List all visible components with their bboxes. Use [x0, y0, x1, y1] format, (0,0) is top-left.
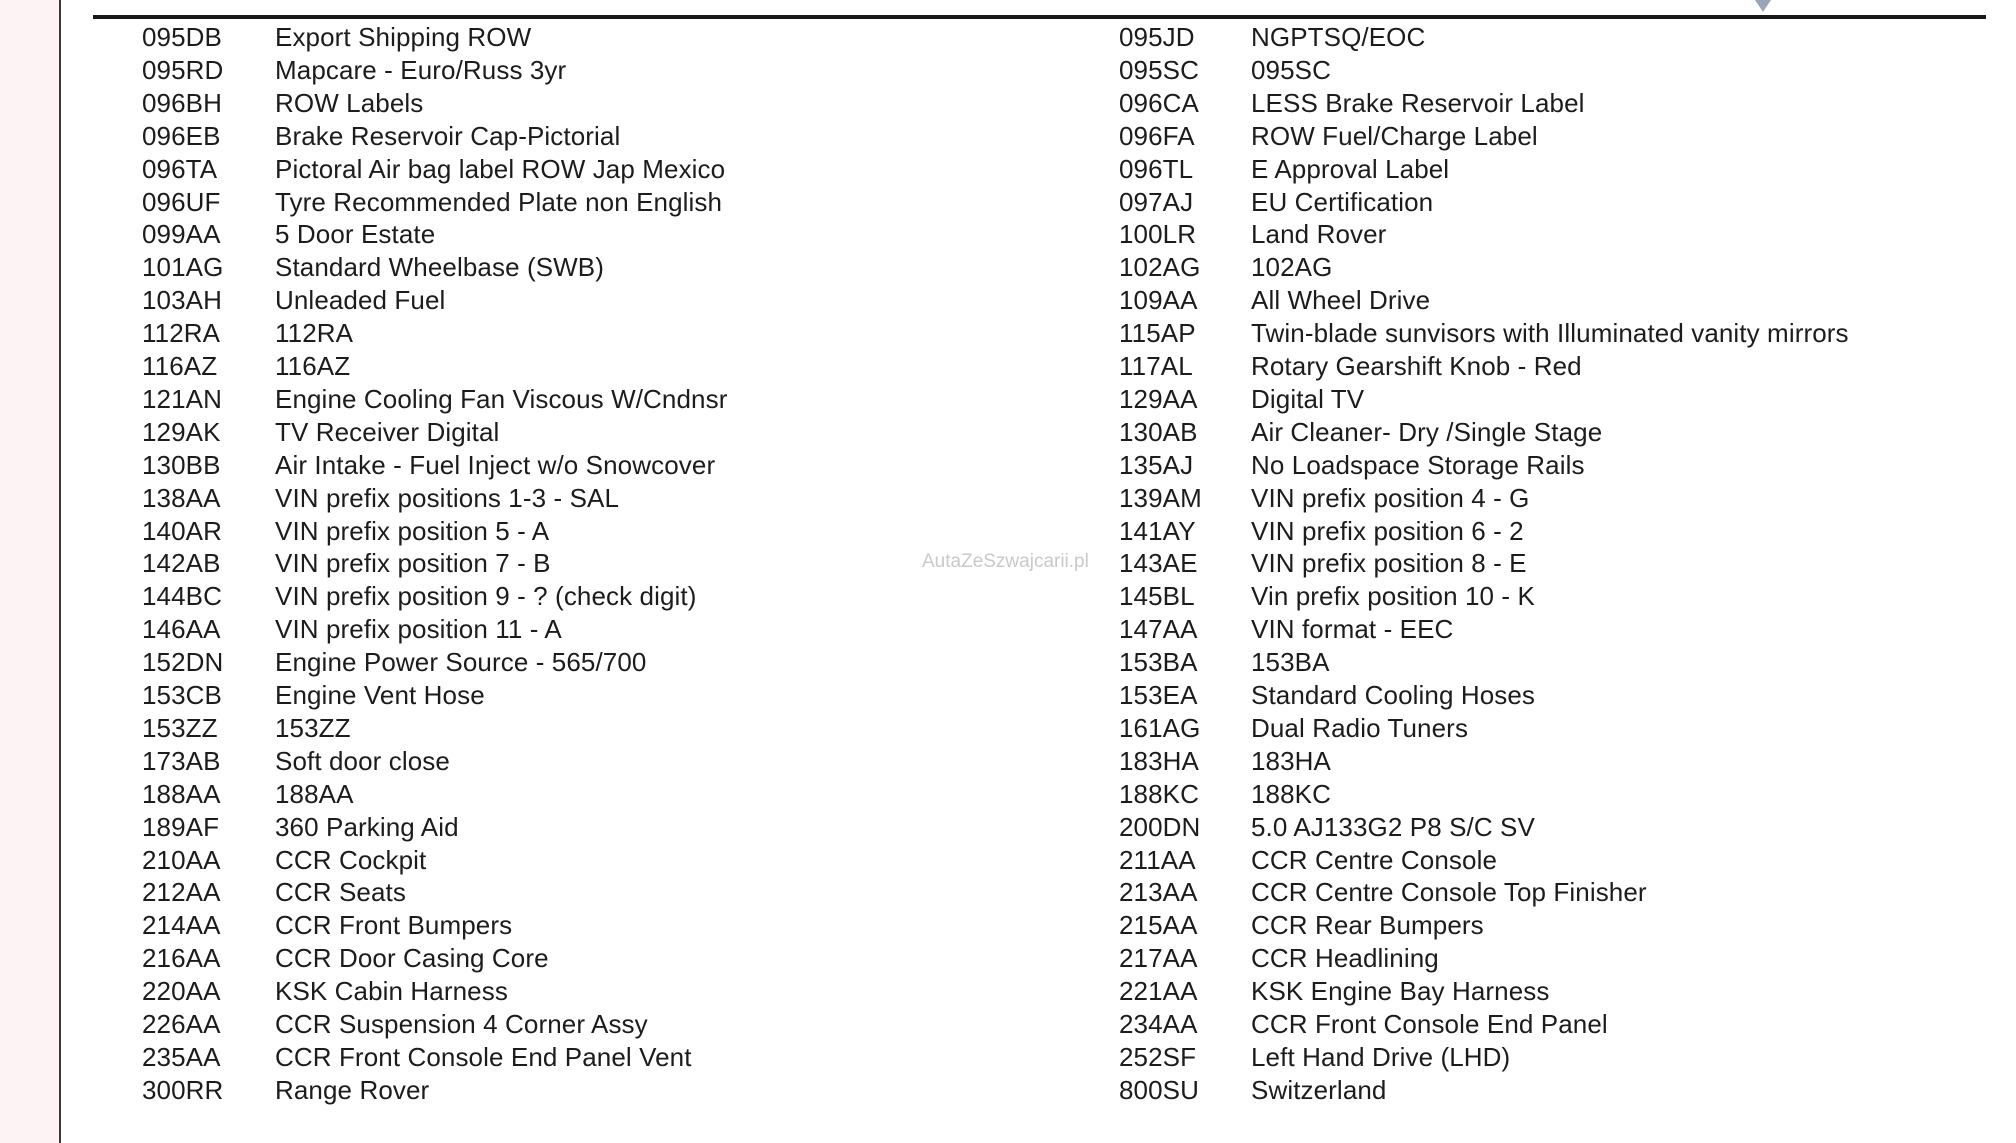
option-code: 213AA [1119, 877, 1198, 908]
option-code: 095JD [1119, 22, 1195, 52]
option-description: EU Certification [1251, 186, 1434, 217]
option-code: 096UF [142, 186, 221, 217]
option-code: 138AA [142, 482, 221, 513]
option-code: 189AF [142, 811, 220, 842]
option-description: Export Shipping ROW [275, 22, 532, 52]
option-description: Engine Cooling Fan Viscous W/Cndnsr [275, 383, 728, 414]
option-code: 188AA [142, 778, 221, 809]
option-code: 095RD [142, 54, 224, 85]
option-description: Vin prefix position 10 - K [1251, 581, 1535, 612]
option-description: VIN prefix positions 1-3 - SAL [275, 482, 620, 513]
option-description: CCR Centre Console Top Finisher [1251, 877, 1647, 908]
option-code: 153ZZ [142, 712, 218, 743]
option-code: 800SU [1119, 1074, 1199, 1105]
option-description: Digital TV [1251, 383, 1365, 414]
option-description: ROW Labels [275, 87, 424, 118]
option-description: All Wheel Drive [1251, 285, 1431, 316]
option-code: 215AA [1119, 910, 1198, 941]
option-code: 147AA [1119, 614, 1198, 645]
option-code: 115AP [1119, 318, 1196, 349]
option-description: 188KC [1251, 778, 1331, 809]
option-code: 220AA [142, 976, 221, 1007]
option-code: 153BA [1119, 647, 1198, 678]
option-code: 096TA [142, 153, 218, 184]
option-description: 153BA [1251, 647, 1330, 678]
option-description: Tyre Recommended Plate non English [275, 186, 723, 217]
option-code: 116AZ [142, 351, 218, 381]
option-description: CCR Suspension 4 Corner Assy [275, 1009, 648, 1039]
option-code: 161AG [1119, 712, 1201, 743]
option-description: VIN prefix position 7 - B [275, 548, 551, 579]
option-description: CCR Headlining [1251, 943, 1439, 974]
option-description: Mapcare - Euro/Russ 3yr [275, 54, 567, 85]
option-description: VIN prefix position 6 - 2 [1251, 515, 1524, 546]
option-code: 129AK [142, 416, 221, 447]
option-description: CCR Front Bumpers [275, 910, 513, 941]
option-description: 183HA [1251, 745, 1331, 776]
option-description: Unleaded Fuel [275, 285, 446, 316]
option-description: 360 Parking Aid [275, 811, 459, 842]
option-code: 143AE [1119, 548, 1198, 579]
option-code: 141AY [1119, 515, 1196, 546]
option-code: 096CA [1119, 87, 1199, 118]
top-divider-line [93, 15, 1986, 19]
option-description: Rotary Gearshift Knob - Red [1251, 351, 1582, 381]
option-code: 140AR [142, 515, 222, 546]
option-description: Range Rover [275, 1074, 430, 1105]
option-description: Pictoral Air bag label ROW Jap Mexico [275, 153, 726, 184]
option-description: No Loadspace Storage Rails [1251, 449, 1585, 480]
option-code: 109AA [1119, 285, 1198, 316]
option-description: ROW Fuel/Charge Label [1251, 120, 1538, 151]
option-description: TV Receiver Digital [275, 416, 500, 447]
option-code: 226AA [142, 1009, 221, 1039]
option-code: 095SC [1119, 54, 1199, 85]
option-code: 096EB [142, 120, 221, 151]
option-description: Standard Cooling Hoses [1251, 680, 1536, 710]
option-code: 214AA [142, 910, 221, 941]
option-description: CCR Seats [275, 877, 406, 908]
option-code: 112RA [142, 318, 221, 349]
option-code: 142AB [142, 548, 221, 579]
option-description: E Approval Label [1251, 153, 1450, 184]
option-description: Switzerland [1251, 1074, 1387, 1105]
option-code: 234AA [1119, 1009, 1198, 1039]
option-description: CCR Door Casing Core [275, 943, 549, 974]
option-code: 210AA [142, 844, 221, 875]
option-code: 129AA [1119, 383, 1198, 414]
option-code: 183HA [1119, 745, 1199, 776]
option-code: 153CB [142, 680, 222, 710]
option-description: 116AZ [275, 351, 351, 381]
option-code: 130AB [1119, 416, 1198, 447]
option-description: 5 Door Estate [275, 219, 436, 250]
option-description: CCR Centre Console [1251, 844, 1498, 875]
option-description: 102AG [1251, 252, 1333, 283]
option-code: 117AL [1119, 351, 1193, 381]
option-code: 139AM [1119, 482, 1202, 513]
option-code: 100LR [1119, 219, 1197, 250]
option-description: CCR Front Console End Panel [1251, 1009, 1608, 1039]
option-description: Twin-blade sunvisors with Illuminated vanity mirrors [1251, 318, 1849, 349]
option-description: Dual Radio Tuners [1251, 712, 1469, 743]
option-code: 095DB [142, 22, 222, 52]
option-description: 095SC [1251, 54, 1331, 85]
option-description: LESS Brake Reservoir Label [1251, 87, 1585, 118]
option-code: 216AA [142, 943, 221, 974]
option-code: 235AA [142, 1041, 221, 1072]
option-code: 221AA [1119, 976, 1198, 1007]
option-code: 130BB [142, 449, 221, 480]
option-code: 173AB [142, 745, 221, 776]
option-description: NGPTSQ/EOC [1251, 22, 1426, 52]
option-code: 188KC [1119, 778, 1199, 809]
option-code: 145BL [1119, 581, 1195, 612]
option-description: VIN prefix position 11 - A [275, 614, 562, 645]
option-description: Soft door close [275, 745, 450, 776]
option-description: VIN prefix position 4 - G [1251, 482, 1530, 513]
option-code: 103AH [142, 285, 222, 316]
option-code: 135AJ [1119, 449, 1194, 480]
option-code: 153EA [1119, 680, 1198, 710]
option-description: Left Hand Drive (LHD) [1251, 1041, 1511, 1072]
option-code: 121AN [142, 383, 222, 414]
option-code: 211AA [1119, 844, 1196, 875]
option-code: 212AA [142, 877, 221, 908]
option-description: Engine Power Source - 565/700 [275, 647, 647, 678]
option-code: 096FA [1119, 120, 1195, 151]
option-description: Brake Reservoir Cap-Pictorial [275, 120, 621, 151]
option-code: 252SF [1119, 1041, 1197, 1072]
option-code: 300RR [142, 1074, 224, 1105]
option-description: VIN prefix position 8 - E [1251, 548, 1527, 579]
option-description: Engine Vent Hose [275, 680, 485, 710]
option-description: 112RA [275, 318, 354, 349]
option-description: KSK Engine Bay Harness [1251, 976, 1550, 1007]
option-description: CCR Front Console End Panel Vent [275, 1041, 692, 1072]
option-code: 097AJ [1119, 186, 1194, 217]
option-description: 188AA [275, 778, 354, 809]
option-description: Land Rover [1251, 219, 1387, 250]
option-description: Standard Wheelbase (SWB) [275, 252, 604, 283]
option-description: KSK Cabin Harness [275, 976, 508, 1007]
option-code: 101AG [142, 252, 224, 283]
option-code: 102AG [1119, 252, 1201, 283]
option-code: 144BC [142, 581, 222, 612]
option-description: VIN prefix position 9 - ? (check digit) [275, 581, 697, 612]
option-description: CCR Rear Bumpers [1251, 910, 1484, 941]
option-description: VIN format - EEC [1251, 614, 1454, 645]
option-code: 200DN [1119, 811, 1201, 842]
option-description: 153ZZ [275, 712, 351, 743]
option-code: 152DN [142, 647, 224, 678]
corner-mark-icon [1755, 0, 1771, 12]
option-description: Air Intake - Fuel Inject w/o Snowcover [275, 449, 716, 480]
option-code: 096BH [142, 87, 222, 118]
watermark: AutaZeSzwajcarii.pl [922, 551, 1089, 572]
option-code: 217AA [1119, 943, 1198, 974]
option-description: VIN prefix position 5 - A [275, 515, 550, 546]
option-code: 099AA [142, 219, 221, 250]
option-code: 146AA [142, 614, 221, 645]
option-description: CCR Cockpit [275, 844, 427, 875]
option-description: 5.0 AJ133G2 P8 S/C SV [1251, 811, 1535, 842]
option-description: Air Cleaner- Dry /Single Stage [1251, 416, 1603, 447]
option-code: 096TL [1119, 153, 1194, 184]
